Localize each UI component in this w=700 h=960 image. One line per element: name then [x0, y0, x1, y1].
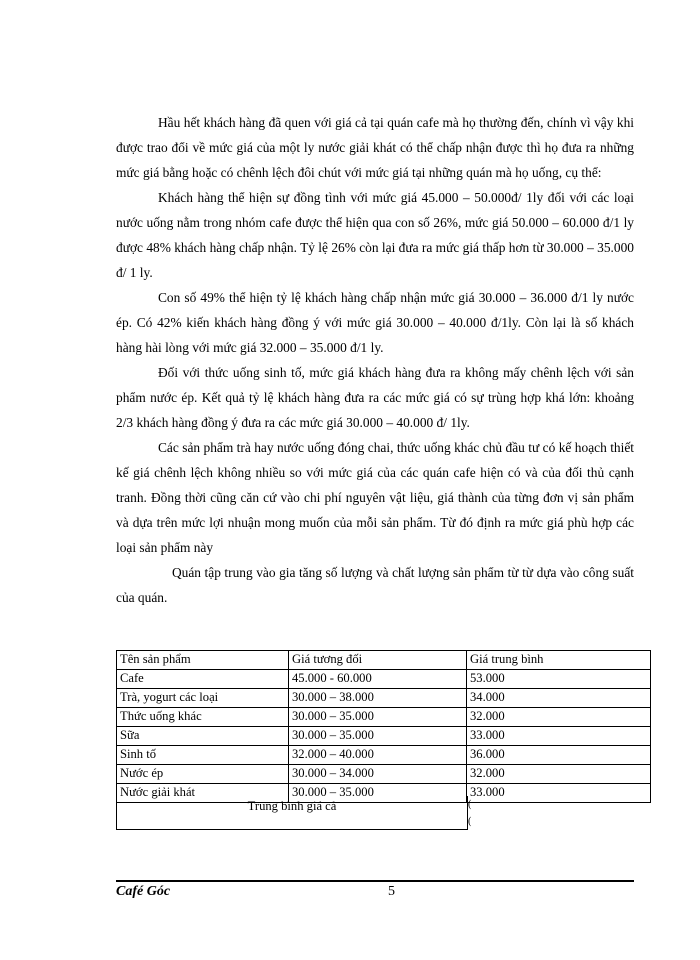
table-header-row [117, 651, 651, 670]
paragraph-1: Hầu hết khách hàng đã quen với giá cả tại quán cafe mà họ thường đến, chính vì vậy khi được trao đổi về mức giá của một ly nước giải khát có thể chấp nhận được thì họ đưa ra những mức giá bằng hoặc có chênh lệch đôi chút với mức giá tại những quán mà họ uống, cụ thể: [116, 115, 634, 180]
price-range: 45.000 - 60.000 [289, 670, 467, 689]
body-text [116, 110, 634, 610]
product-name: Thức uống khác [117, 708, 289, 727]
product-name: Sinh tố [117, 746, 289, 765]
product-name: Trà, yogurt các loại [117, 689, 289, 708]
price-range: 30.000 – 38.000 [289, 689, 467, 708]
paragraph-6: Quán tập trung vào gia tăng số lượng và chất lượng sản phẩm từ từ dựa vào công suất của quán. [116, 565, 634, 605]
product-name: Cafe [117, 670, 289, 689]
average-price: 36.000 [467, 746, 651, 765]
footer-title: Café Góc [116, 884, 171, 899]
table-row [117, 689, 651, 708]
product-name: Sữa [117, 727, 289, 746]
price-range: 30.000 – 34.000 [289, 765, 467, 784]
footer-divider [116, 880, 634, 882]
product-name: Nước giải khát [117, 784, 289, 803]
header-average-price: Giá trung bình [467, 651, 651, 670]
table-row [117, 727, 651, 746]
paragraph-3: Con số 49% thể hiện tỷ lệ khách hàng chấp nhận mức giá 30.000 – 36.000 đ/1 ly nước ép. Có 42% kiến khách hàng đồng ý với mức giá 30.000 – 40.000 đ/1ly. Còn lại là số khách hàng hài lòng với mức giá 32.000 – 35.000 đ/1 ly. [116, 290, 634, 355]
header-price-range: Giá tương đối [289, 651, 467, 670]
header-product: Tên sản phẩm [117, 651, 289, 670]
average-price: 32.000 [467, 765, 651, 784]
price-range: 32.000 – 40.000 [289, 746, 467, 765]
average-price: 53.000 [467, 670, 651, 689]
paragraph-2: Khách hàng thể hiện sự đồng tình với mức giá 45.000 – 50.000đ/ 1ly đối với các loại nước uống nằm trong nhóm cafe được thể hiện qua con số 26%, mức giá 50.000 – 60.000 đ/1 ly được 48% khách hàng chấp nhận. Tỷ lệ 26% còn lại đưa ra mức giá thấp hơn từ 30.000 – 35.000 đ/ 1 ly. [116, 190, 634, 280]
average-price-label: Trung bình giá cả [116, 796, 468, 830]
average-mark: ( [468, 816, 472, 827]
product-name: Nước ép [117, 765, 289, 784]
paragraph-4: Đối với thức uống sinh tố, mức giá khách hàng đưa ra không mấy chênh lệch với sản phẩm nước ép. Kết quả tỷ lệ khách hàng đưa ra các mức giá có sự trùng hợp khá lớn: khoảng 2/3 khách hàng đồng ý đưa ra các mức giá 30.000 – 40.000 đ/ 1ly. [116, 365, 634, 430]
table-row [117, 670, 651, 689]
average-price: 33.000 [467, 727, 651, 746]
price-range: 30.000 – 35.000 [289, 784, 467, 803]
table-row [117, 708, 651, 727]
average-price: 32.000 [467, 708, 651, 727]
average-price: 34.000 [467, 689, 651, 708]
page-number: 5 [388, 884, 395, 899]
price-table [116, 650, 651, 803]
table-row [117, 746, 651, 765]
paragraph-5: Các sản phẩm trà hay nước uống đóng chai, thức uống khác chủ đầu tư có kế hoạch thiết kế giá chênh lệch không nhiều so với mức giá của các quán cafe hiện có và của đối thủ cạnh tranh. Đồng thời cũng căn cứ vào chi phí nguyên vật liệu, giá thành của từng đơn vị sản phẩm và dựa trên mức lợi nhuận mong muốn của mỗi sản phẩm. Từ đó định ra mức giá phù hợp các loại sản phẩm này [116, 440, 634, 555]
average-mark: ( [468, 799, 472, 810]
table-row [117, 765, 651, 784]
average-price: 33.000 [467, 784, 651, 803]
price-range: 30.000 – 35.000 [289, 727, 467, 746]
average-marks [468, 796, 472, 830]
price-range: 30.000 – 35.000 [289, 708, 467, 727]
